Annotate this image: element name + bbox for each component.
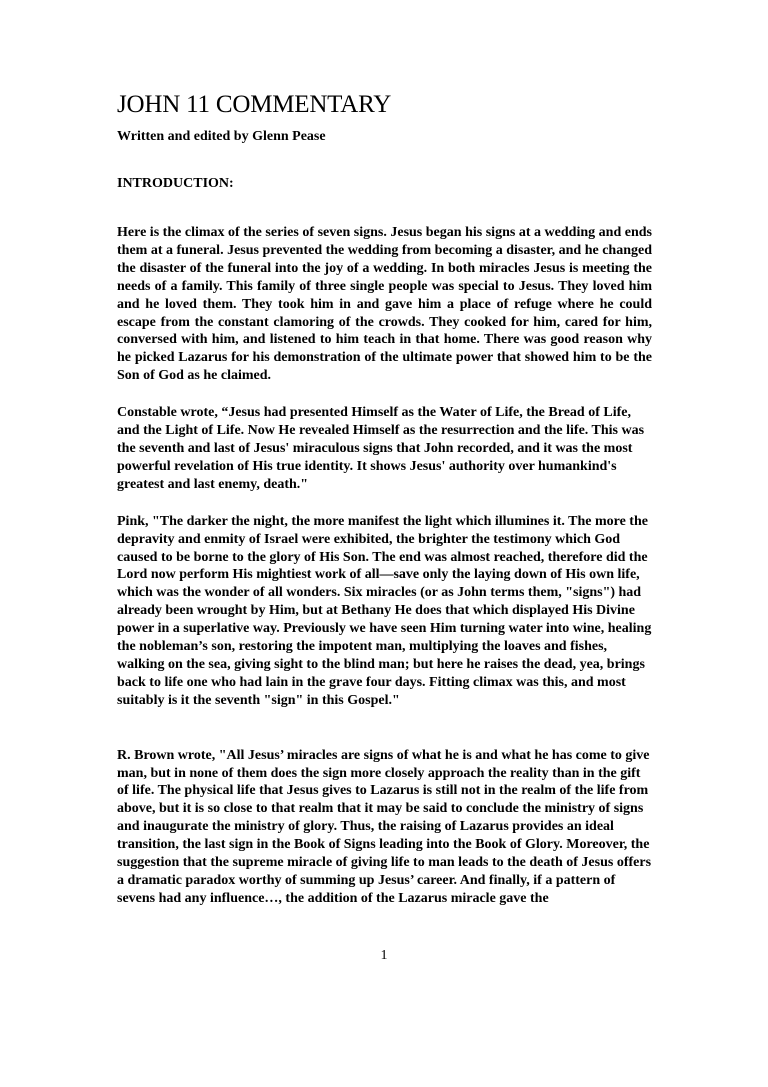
paragraph-introduction: Here is the climax of the series of seven signs. Jesus began his signs at a wedding and ends them at a funeral. Jesus prevented the wedding from becoming a disaster, and he changed the disaster of the funeral into the joy of a wedding. In both miracles Jesus is meeting the needs of a family. This family of three single people was special to Jesus. They loved him and he loved them. They took him in and gave him a place of refuge where he could escape from the constant clamoring of the crowds. They cooked for him, cared for him, conversed with him, and listened to him teach in that home. There was good reason why he picked Lazarus for his demonstration of the ultimate power that showed him to be the Son of God as he claimed.: [117, 225, 652, 384]
paragraph-constable-quote: Constable wrote, “Jesus had presented Himself as the Water of Life, the Bread of Life, and the Light of Life. Now He revealed Himself as the resurrection and the life. This was the seventh and last of Jesus' miraculous signs that John recorded, and it was the most powerful revelation of His true identity. It shows Jesus' authority over humankind's greatest and last enemy, death.": [117, 405, 645, 492]
byline: Written and edited by Glenn Pease: [117, 129, 326, 144]
document-page: [117, 90, 652, 908]
section-heading: INTRODUCTION:: [117, 176, 234, 191]
paragraph-pink-quote: Pink, "The darker the night, the more manifest the light which illumines it. The more the depravity and enmity of Israel were exhibited, the brighter the testimony which God caused to be borne to the glory of His Son. The end was almost reached, therefore did the Lord now perform His mightiest work of all—save only the laying down of His own life, which was the wonder of all wonders. Six miracles (or as John terms them, "signs") had already been wrought by Him, but at Bethany He does that which displayed His Divine power in a superlative way. Previously we have seen Him turning water into wine, healing the nobleman’s son, restoring the impotent man, multiplying the loaves and fishes, walking on the sea, giving sight to the blind man; but here he raises the dead, yea, brings back to life one who had lain in the grave four days. Fitting climax was this, and most suitably is it the seventh "sign" in this Gospel.": [117, 513, 652, 708]
page-number: 1: [380, 948, 388, 963]
page-title: JOHN 11 COMMENTARY: [117, 91, 392, 118]
paragraph-brown-quote: R. Brown wrote, "All Jesus’ miracles are signs of what he is and what he has come to give man, but in none of them does the sign more closely approach the reality than in the gift of life. The physical life that Jesus gives to Lazarus is still not in the realm of the life from above, but it is so close to that realm that it may be said to conclude the ministry of signs and inaugurate the ministry of glory. Thus, the raising of Lazarus provides an ideal transition, the last sign in the Book of Signs leading into the Book of Glory. Moreover, the suggestion that the supreme miracle of giving life to man leads to the death of Jesus offers a dramatic paradox worthy of summing up Jesus’ career. And finally, if a pattern of sevens had any influence…, the addition of the Lazarus miracle gave the: [117, 747, 652, 906]
